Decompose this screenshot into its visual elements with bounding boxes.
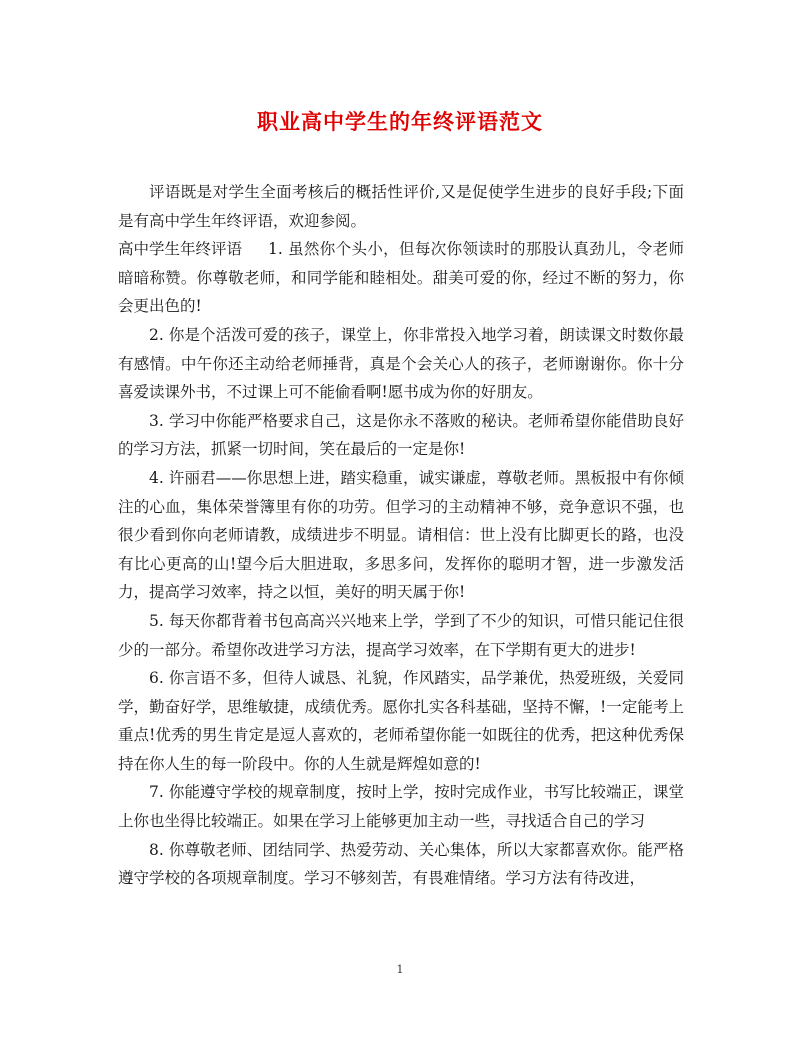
document-body <box>118 178 684 893</box>
page-number: 1 <box>396 963 404 976</box>
comment-item-4: 4. 许丽君——你思想上进，踏实稳重，诚实谦虚，尊敬老师。黑板报中有你倾注的心血，集体荣誉簿里有你的功劳。但学习的主动精神不够，竞争意识不强，也很少看到你向老师请教，成绩进步不明显。请相信：世上没有比脚更长的路，也没有比心更高的山!望今后大胆进取，多思多问，发挥你的聪明才智，进一步激发活力，提高学习效率，持之以恒，美好的明天属于你! <box>118 468 684 602</box>
comment-item-7: 7. 你能遵守学校的规章制度，按时上学，按时完成作业，书写比较端正，课堂上你也坐得比较端正。如果在学习上能够更加主动一些，寻找适合自己的学习 <box>118 783 684 831</box>
comment-item-3: 3. 学习中你能严格要求自己，这是你永不落败的秘诀。老师希望你能借助良好的学习方法，抓紧一切时间，笑在最后的一定是你! <box>118 411 684 459</box>
document-title: 职业高中学生的年终评语范文 <box>257 109 543 134</box>
intro-paragraph: 评语既是对学生全面考核后的概括性评价,又是促使学生进步的良好手段;下面是有高中学生年终评语，欢迎参阅。 <box>118 183 684 230</box>
comment-item-1 <box>118 235 684 321</box>
comment-item-8: 8. 你尊敬老师、团结同学、热爱劳动、关心集体，所以大家都喜欢你。能严格遵守学校的各项规章制度。学习不够刻苦，有畏难情绪。学习方法有待改进， <box>118 840 684 888</box>
comment-item-2: 2. 你是个活泼可爱的孩子，课堂上，你非常投入地学习着，朗读课文时数你最有感情。中午你还主动给老师捶背，真是个会关心人的孩子，老师谢谢你。你十分喜爱读课外书，不过课上可不能偷看啊!愿书成为你的好朋友。 <box>118 325 684 402</box>
section-label: 高中学生年终评语 <box>118 240 243 259</box>
comment-item-1-text: 1. 虽然你个头小，但每次你领读时的那股认真劲儿，令老师暗暗称赞。你尊敬老师，和同学能和睦相处。甜美可爱的你，经过不断的努力，你会更出色的! <box>118 240 684 316</box>
comment-item-5: 5. 每天你都背着书包高高兴兴地来上学，学到了不少的知识，可惜只能记住很少的一部分。希望你改进学习方法，提高学习效率，在下学期有更大的进步! <box>118 611 684 659</box>
comment-item-6: 6. 你言语不多，但待人诚恳、礼貌，作风踏实，品学兼优，热爱班级，关爱同学，勤奋好学，思维敏捷，成绩优秀。愿你扎实各科基础，坚持不懈，!一定能考上重点!优秀的男生肯定是逗人喜欢的，老师希望你能一如既往的优秀，把这种优秀保持在你人生的每一阶段中。你的人生就是辉煌如意的! <box>118 669 684 773</box>
